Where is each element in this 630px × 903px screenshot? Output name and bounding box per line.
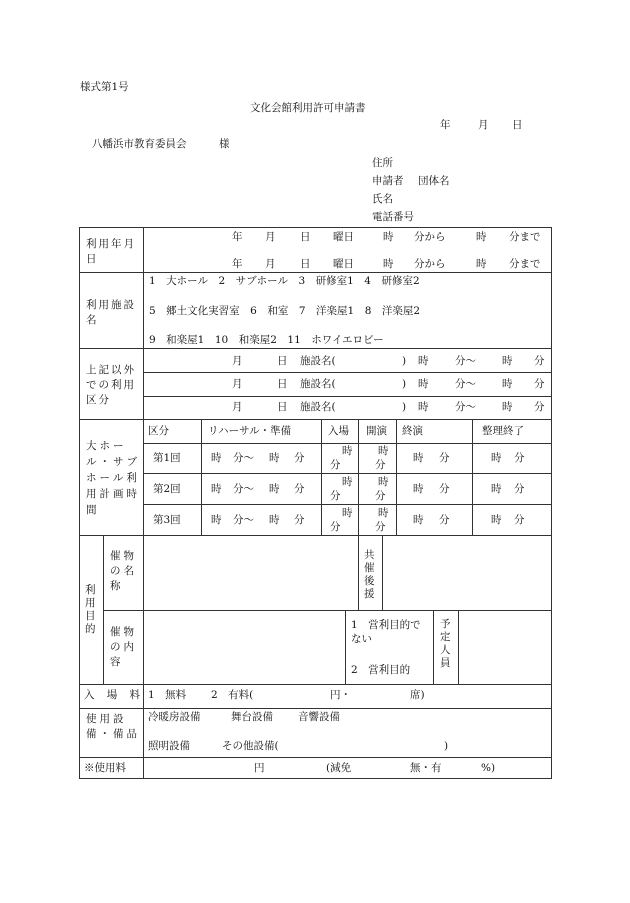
admission-yen: 円・ bbox=[330, 689, 351, 701]
applicant-group-label: 団体名 bbox=[418, 175, 450, 187]
admission-label: 入場料 bbox=[84, 689, 140, 701]
admission-paid: 2 有料( bbox=[211, 689, 254, 701]
cohost-label: 共催後援 bbox=[364, 549, 375, 600]
equipment-air: 冷暖房設備 bbox=[148, 711, 201, 723]
applicant-name-label: 氏名 bbox=[372, 193, 393, 205]
purpose-label: 利用目的 bbox=[85, 584, 96, 635]
other-usage-label: 上記以外での利用区分 bbox=[86, 364, 136, 406]
facilities-line-2: 5 郷土文化実習室 6 和室 7 洋楽屋1 8 洋楽屋2 bbox=[149, 305, 421, 317]
equipment-sound: 音響設備 bbox=[298, 711, 340, 723]
event-name-label: 催物の名称 bbox=[110, 550, 137, 592]
equipment-other: その他設備( bbox=[222, 740, 279, 752]
applicant-phone-label: 電話番号 bbox=[372, 211, 414, 223]
applicant-role-label: 申請者 bbox=[372, 175, 404, 187]
fee-yen: 円 bbox=[254, 762, 265, 774]
facilities-label: 利用施設名 bbox=[86, 299, 136, 326]
expected-attendance-label: 予定人員 bbox=[440, 618, 451, 669]
profit-option-1: 1 営利目的でない bbox=[351, 619, 421, 645]
applicant-address-label: 住所 bbox=[372, 157, 393, 169]
fee-exemption: (減免 bbox=[326, 762, 352, 774]
admission-free: 1 無料 bbox=[148, 689, 187, 701]
date-year: 年 bbox=[440, 119, 451, 131]
hall-plan-label: 大ホール・サブホール利用計画時間 bbox=[86, 440, 140, 516]
event-content-label: 催物の内容 bbox=[110, 626, 137, 668]
usage-date-label: 利用年月日 bbox=[86, 238, 136, 265]
equipment-other-close: ) bbox=[444, 740, 449, 752]
fee-percent: %) bbox=[481, 762, 496, 774]
form-number: 様式第1号 bbox=[80, 81, 129, 93]
equipment-lighting: 照明設備 bbox=[148, 740, 190, 752]
fee-exemption-option: 無・有 bbox=[410, 762, 442, 774]
profit-option-2: 2 営利目的 bbox=[351, 664, 411, 676]
fee-label: ※使用料 bbox=[84, 762, 126, 774]
equipment-label: 使用設備・備品 bbox=[86, 713, 140, 740]
admission-seats: 席) bbox=[410, 689, 425, 701]
addressee-name: 八幡浜市教育委員会 bbox=[92, 138, 187, 150]
addressee-honorific: 様 bbox=[219, 138, 230, 150]
equipment-stage: 舞台設備 bbox=[231, 711, 273, 723]
date-month: 月 bbox=[478, 119, 489, 131]
facilities-line-1: 1 大ホール 2 サブホール 3 研修室1 4 研修室2 bbox=[149, 275, 420, 287]
date-day: 日 bbox=[512, 119, 523, 131]
facilities-line-3: 9 和楽屋1 10 和楽屋2 11 ホワイエロビー bbox=[149, 334, 384, 346]
page-title: 文化会館利用許可申請書 bbox=[250, 102, 366, 114]
